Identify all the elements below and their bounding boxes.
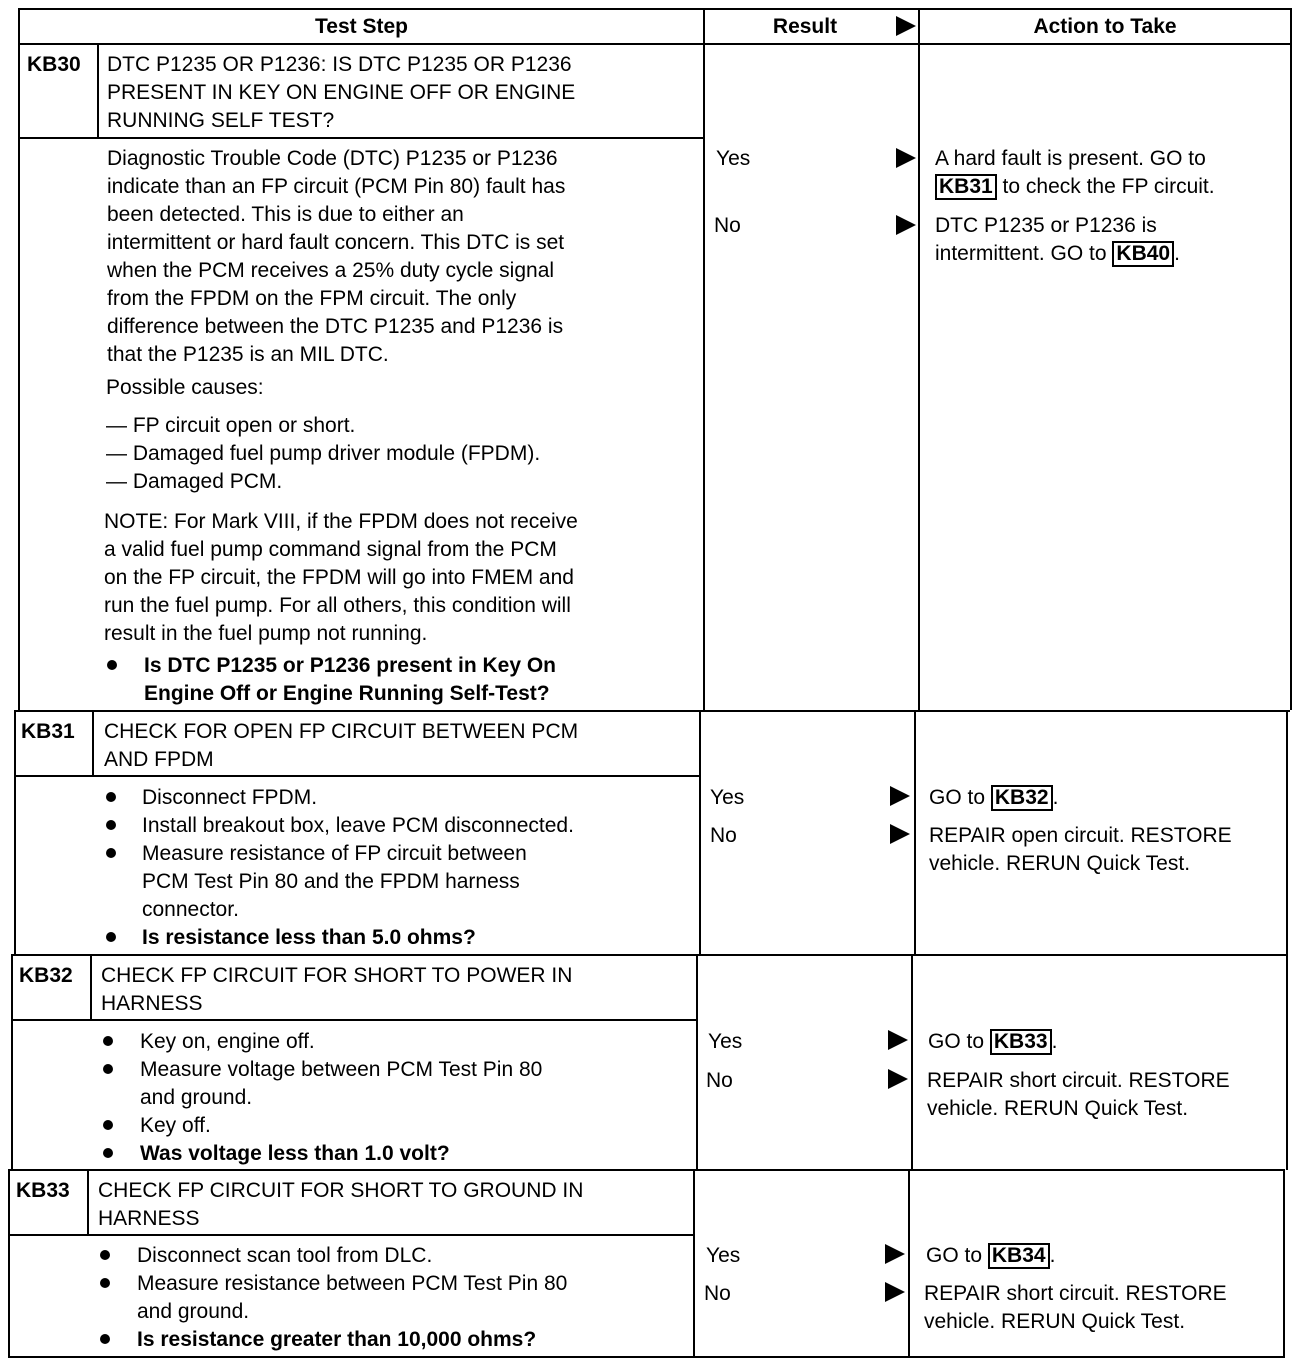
step-id-kb31: KB31 bbox=[21, 720, 75, 743]
action-no-kb32: REPAIR short circuit. RESTORE vehicle. RERUN Quick Test. bbox=[927, 1069, 1230, 1120]
left-border bbox=[8, 1170, 10, 1358]
result-yes-kb32: Yes bbox=[708, 1030, 743, 1053]
result-no-kb32: No bbox=[706, 1069, 733, 1092]
step-description-kb30: Diagnostic Trouble Code (DTC) P1235 or P1236 indicate than an FP circuit (PCM Pin 80) fault has been detected. This is due to either an intermittent or hard fault concern. This DTC is set when the PCM receives a 25% duty cycle signal from the FPDM on the FPM circuit. The only difference between the DTC P1235 and P1236 is that the P1235 is an MIL DTC. bbox=[107, 147, 566, 366]
result-action-divider bbox=[908, 1170, 910, 1358]
result-yes-kb33: Yes bbox=[706, 1244, 741, 1267]
result-no-kb31: No bbox=[710, 824, 737, 847]
bullet-icon bbox=[103, 1120, 113, 1130]
title-underline bbox=[20, 137, 703, 139]
step-title-kb32: CHECK FP CIRCUIT FOR SHORT TO POWER IN HARNESS bbox=[101, 964, 573, 1015]
result-yes-kb31: Yes bbox=[710, 786, 745, 809]
bullet-icon bbox=[103, 1064, 113, 1074]
step-ref-link[interactable]: KB40 bbox=[1112, 241, 1174, 267]
result-arrow-icon bbox=[885, 1282, 905, 1302]
action-yes-kb33: GO to KB34 . bbox=[926, 1244, 1056, 1267]
result-arrow-icon bbox=[888, 1030, 908, 1050]
step-id-kb33: KB33 bbox=[16, 1179, 70, 1202]
step-question-kb33: Is resistance greater than 10,000 ohms? bbox=[137, 1328, 537, 1351]
header-result: Result bbox=[772, 15, 838, 38]
header-action: Action to Take bbox=[1033, 15, 1177, 38]
result-arrow-icon bbox=[890, 786, 910, 806]
step-title-kb31: CHECK FOR OPEN FP CIRCUIT BETWEEN PCM AND FPDM bbox=[104, 720, 579, 771]
step-result-divider bbox=[696, 954, 698, 1170]
result-action-divider bbox=[914, 710, 916, 954]
note-text: NOTE: For Mark VIII, if the FPDM does not receive a valid fuel pump command signal from the PCM on the FP circuit, the FPDM will go into FMEM and run the fuel pump. For all others, this condition will result in the fuel pump not running. bbox=[104, 510, 578, 645]
step-result-divider bbox=[703, 8, 705, 710]
title-underline bbox=[16, 775, 699, 777]
right-border bbox=[1290, 8, 1292, 710]
table-bottom-border bbox=[8, 1356, 1284, 1358]
bullet-icon bbox=[106, 932, 116, 942]
result-arrow-icon bbox=[890, 824, 910, 844]
step-ref-link[interactable]: KB32 bbox=[991, 785, 1053, 811]
result-yes-kb30: Yes bbox=[716, 147, 751, 170]
id-divider bbox=[97, 45, 99, 137]
result-arrow-icon bbox=[896, 148, 916, 168]
left-border bbox=[14, 710, 16, 954]
action-yes-kb32: GO to KB33 . bbox=[928, 1030, 1058, 1053]
title-underline bbox=[10, 1234, 693, 1236]
id-divider bbox=[90, 956, 92, 1020]
id-divider bbox=[87, 1171, 89, 1235]
step-title-kb33: CHECK FP CIRCUIT FOR SHORT TO GROUND IN HARNESS bbox=[98, 1179, 584, 1230]
step-title-kb30: DTC P1235 OR P1236: IS DTC P1235 OR P1236 PRESENT IN KEY ON ENGINE OFF OR ENGINE RUNNING SELF TEST? bbox=[107, 53, 576, 132]
step-instructions-kb31: Disconnect FPDM. Install breakout box, leave PCM disconnected. Measure resistance of FP circuit between PCM Test Pin 80 and the FPDM harness connector. Is resistance less than 5.0 ohms? bbox=[142, 784, 574, 952]
result-action-divider bbox=[911, 954, 913, 1170]
right-border bbox=[1283, 1170, 1285, 1358]
step-id-kb30: KB30 bbox=[27, 53, 81, 76]
left-border bbox=[11, 954, 13, 1170]
possible-causes-label: Possible causes: bbox=[106, 376, 264, 399]
action-no-kb31: REPAIR open circuit. RESTORE vehicle. RERUN Quick Test. bbox=[929, 824, 1232, 875]
result-action-divider bbox=[918, 8, 920, 710]
action-yes-kb30: A hard fault is present. GO to KB31 to check the FP circuit. bbox=[935, 147, 1215, 198]
title-underline bbox=[13, 1019, 696, 1021]
bullet-icon bbox=[100, 1334, 110, 1344]
right-border bbox=[1286, 710, 1288, 1170]
bullet-icon bbox=[106, 848, 116, 858]
bullet-icon bbox=[106, 792, 116, 802]
step-instructions-kb33: Disconnect scan tool from DLC. Measure resistance between PCM Test Pin 80 and ground. Is resistance greater than 10,000 ohms? bbox=[137, 1242, 567, 1354]
possible-causes-list: — FP circuit open or short. — Damaged fuel pump driver module (FPDM). — Damaged PCM. bbox=[106, 414, 541, 493]
action-no-kb30: DTC P1235 or P1236 is intermittent. GO to KB40 . bbox=[935, 214, 1180, 265]
bullet-icon bbox=[100, 1250, 110, 1260]
section-separator bbox=[8, 1169, 1285, 1171]
step-ref-link[interactable]: KB31 bbox=[935, 174, 997, 200]
step-question-kb32: Was voltage less than 1.0 volt? bbox=[140, 1142, 450, 1165]
step-question-kb30: Is DTC P1235 or P1236 present in Key On Engine Off or Engine Running Self-Test? bbox=[144, 654, 557, 705]
step-ref-link[interactable]: KB34 bbox=[988, 1243, 1050, 1269]
section-separator bbox=[14, 710, 1290, 712]
bullet-icon bbox=[103, 1148, 113, 1158]
left-border bbox=[18, 8, 20, 710]
step-result-divider bbox=[699, 710, 701, 954]
step-question-kb31: Is resistance less than 5.0 ohms? bbox=[142, 926, 476, 949]
bullet-icon bbox=[103, 1036, 113, 1046]
bullet-icon bbox=[107, 660, 117, 670]
header-bottom-border bbox=[18, 43, 1292, 45]
result-arrow-icon bbox=[888, 1069, 908, 1089]
step-id-kb32: KB32 bbox=[19, 964, 73, 987]
id-divider bbox=[92, 712, 94, 776]
step-result-divider bbox=[693, 1170, 695, 1358]
action-no-kb33: REPAIR short circuit. RESTORE vehicle. RERUN Quick Test. bbox=[924, 1282, 1227, 1333]
result-arrow-icon bbox=[896, 215, 916, 235]
header-test-step: Test Step bbox=[315, 15, 408, 38]
table-top-border bbox=[18, 8, 1292, 10]
step-ref-link[interactable]: KB33 bbox=[990, 1029, 1052, 1055]
result-arrow-icon bbox=[885, 1244, 905, 1264]
result-no-kb30: No bbox=[714, 214, 741, 237]
bullet-icon bbox=[106, 820, 116, 830]
result-arrow-icon bbox=[896, 16, 916, 36]
action-yes-kb31: GO to KB32 . bbox=[929, 786, 1059, 809]
section-separator bbox=[11, 954, 1288, 956]
step-instructions-kb32: Key on, engine off. Measure voltage between PCM Test Pin 80 and ground. Key off. Was voltage less than 1.0 volt? bbox=[140, 1028, 542, 1168]
bullet-icon bbox=[100, 1278, 110, 1288]
result-no-kb33: No bbox=[704, 1282, 731, 1305]
